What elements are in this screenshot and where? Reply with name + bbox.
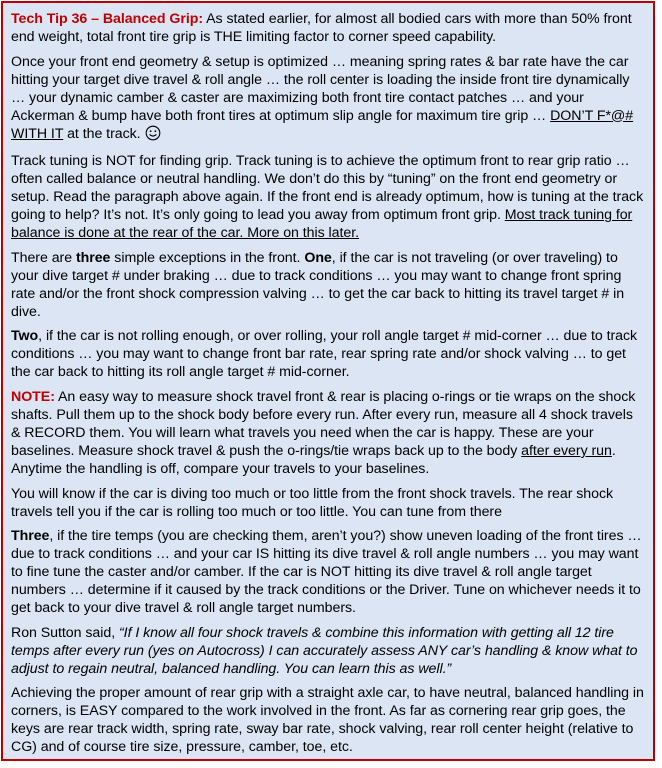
exception-two-paragraph	[11, 327, 646, 381]
exception-two-text: , if the car is not rolling enough, or over rolling, your roll angle target # mid-corner … due to track conditions … you may want to change front bar rate, rear spring rate and/or shock valving … to get the car back to hitting its roll angle target # mid-corner.	[11, 328, 638, 381]
track-tuning-paragraph	[11, 152, 646, 242]
three-bold: three	[75, 249, 111, 266]
tip-title: Tech Tip 36 – Balanced Grip:	[11, 11, 204, 27]
intro-paragraph	[11, 10, 646, 46]
geometry-paragraph	[11, 53, 646, 146]
two-bold: Two	[11, 328, 39, 345]
exception-mid: simple exceptions in the front.	[110, 249, 305, 266]
note-underlined: after every run	[521, 442, 612, 459]
shock-travel-paragraph	[11, 485, 646, 521]
geometry-text: Once your front end geometry & setup is optimized … meaning spring rates & bar rate have the car hitting your target dive travel & roll angle … the roll center is loading the inside front tire dynamically … your dynamic camber & caster are maximizing both front tire contact patches … and your Ackerman & bump have both front tires at optimum slip angle for maximum tire grip …	[11, 53, 630, 124]
quote-paragraph	[11, 624, 646, 678]
ron-sutton-quote: “If I know all four shock travels & combine this information with getting all 12 tire temps after every run (yes on Autocross) I can accurately assess ANY car’s handling & know what to adjust to regain neutral, balanced handling. You can learn this as well.”	[11, 624, 638, 677]
emphasis-warning: DON’T F*@# WITH IT	[11, 107, 634, 142]
track-tuning-text: Track tuning is NOT for finding grip. Track tuning is to achieve the optimum front to rear grip ratio … often called balance or neutral handling. We don’t do this by “tuning” on the front end geometry or setup. Read the paragraph above again. If the front end is already optimum, how is tuning at the track going to help? It’s not. It’s only going to lead you away from optimum front grip.	[11, 153, 644, 224]
one-bold: One	[304, 249, 332, 266]
exception-three-paragraph	[11, 527, 646, 617]
rear-grip-text: Achieving the proper amount of rear grip with a straight axle car, to have neutral, balanced handling in corners, is EASY compared to the work involved in the front. As far as cornering rear grip goes, the keys are rear track width, spring rate, sway bar rate, shock valving, rear roll center height (relative to CG) and of course tire size, pressure, camber, toe, etc.	[11, 685, 644, 756]
note-paragraph	[11, 388, 646, 478]
intro-text: As stated earlier, for almost all bodied cars with more than 50% front end weight, total front tire grip is THE limiting factor to corner speed capability.	[11, 11, 632, 45]
exception-one-paragraph	[11, 249, 646, 321]
geometry-tail: at the track.	[63, 125, 141, 142]
rear-grip-paragraph	[11, 684, 646, 756]
note-label: NOTE:	[11, 388, 55, 405]
exception-one-text: , if the car is not traveling (or over traveling) to your dive target # under braking … due to track conditions … you may want to change front spring rate and/or the front shock compression valving … to get the car back to hitting its travel target # in dive.	[11, 249, 625, 320]
quote-pre: Ron Sutton said,	[11, 624, 119, 641]
track-tuning-underlined: Most track tuning for balance is done at the rear of the car. More on this later.	[11, 207, 633, 242]
shock-travel-text: You will know if the car is diving too much or too little from the front shock travels. The rear shock travels tell you if the car is rolling too much or too little. You can tune from there	[11, 485, 614, 520]
exception-three-text: , if the tire temps (you are checking them, aren’t you?) show uneven loading of the front tires … due to track conditions … and your car IS hitting its dive travel & roll angle numbers … you may want to fine tune the caster and/or camber. If the car is NOT hitting its dive travel & roll angle target numbers … determine if it caused by the track conditions or the Driver. Tune on whichever needs it to get back to your dive travel & roll angle target numbers.	[11, 528, 642, 617]
note-tail: . Anytime the handling is off, compare your travels to your baselines.	[11, 442, 616, 477]
tech-tip-box	[1, 1, 655, 761]
exception-pre: There are	[11, 249, 76, 266]
three-bold-label: Three	[11, 528, 50, 545]
note-text: An easy way to measure shock travel front & rear is placing o-rings or tie wraps on the shock shafts. Pull them up to the shock body before every run. After every run, measure all 4 shock travels & RECORD them. You will learn what travels you need when the car is happy. These are your baselines. Measure shock travel & push the o-rings/tie wraps back up to the body	[11, 388, 636, 459]
smiley-icon	[145, 125, 161, 146]
